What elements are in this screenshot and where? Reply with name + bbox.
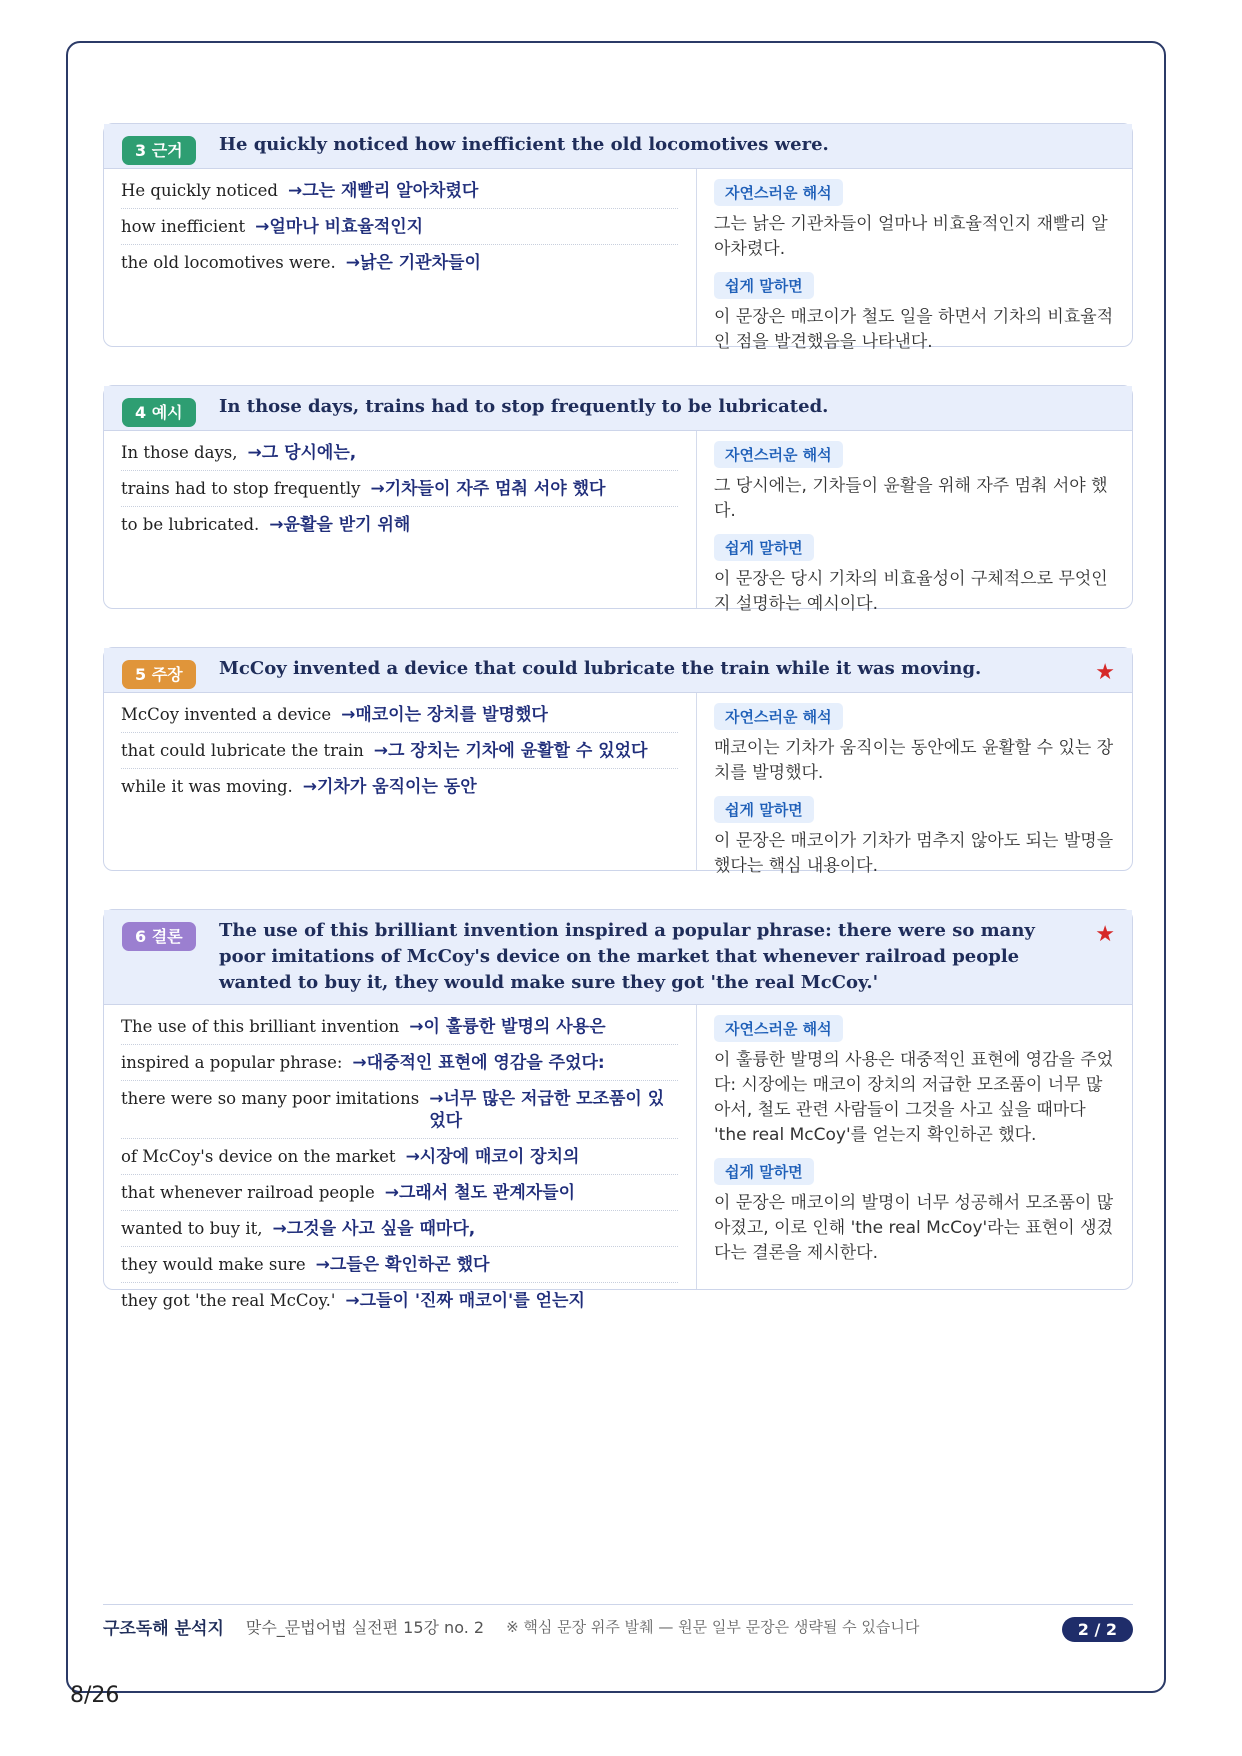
- phrase-list: [104, 431, 697, 608]
- star-icon: ★: [1095, 660, 1115, 685]
- phrase-list: [104, 169, 697, 346]
- phrase-row: [121, 1045, 678, 1081]
- korean-translation: →대중적인 표현에 영감을 주었다:: [352, 1053, 605, 1073]
- section-heading: In those days, trains had to stop frequently to be lubricated.: [219, 396, 829, 417]
- english-phrase: how inefficient: [121, 217, 246, 236]
- easy-label: 쉽게 말하면: [714, 534, 814, 561]
- korean-translation: →그 당시에는,: [247, 443, 357, 463]
- section-badge: 4 예시: [122, 398, 196, 427]
- korean-translation: →기차들이 자주 멈춰 서야 했다: [370, 479, 606, 499]
- easy-explanation: 이 문장은 매코이가 철도 일을 하면서 기차의 비효율적인 점을 발견했음을 나타낸다.: [714, 307, 1114, 352]
- interpretation-panel: [697, 1005, 1132, 1289]
- korean-translation: →그래서 철도 관계자들이: [384, 1183, 576, 1203]
- english-phrase: that could lubricate the train: [121, 741, 364, 760]
- korean-translation: →이 훌륭한 발명의 사용은: [409, 1017, 606, 1037]
- english-phrase: trains had to stop frequently: [121, 479, 361, 498]
- english-phrase: the old locomotives were.: [121, 253, 336, 272]
- phrase-row: [121, 1283, 678, 1318]
- phrase-row: [121, 697, 678, 733]
- phrase-row: [121, 1211, 678, 1247]
- korean-translation: →그들은 확인하곤 했다: [315, 1255, 490, 1275]
- interpretation-panel: [697, 169, 1132, 352]
- star-icon: ★: [1095, 922, 1115, 947]
- section-card: [103, 909, 1133, 1311]
- korean-translation: →낡은 기관차들이: [345, 253, 481, 273]
- interpretation-panel: [697, 431, 1132, 614]
- natural-translation: 그는 낡은 기관차들이 얼마나 비효율적인지 재빨리 알아차렸다.: [714, 214, 1108, 259]
- section-heading: McCoy invented a device that could lubricate the train while it was moving.: [219, 658, 982, 679]
- english-phrase: McCoy invented a device: [121, 705, 332, 724]
- easy-explanation: 이 문장은 매코이가 기차가 멈추지 않아도 되는 발명을 했다는 핵심 내용이다.: [714, 831, 1114, 876]
- english-phrase: they would make sure: [121, 1255, 306, 1274]
- section-header: [104, 124, 1132, 169]
- natural-label: 자연스러운 해석: [714, 179, 843, 206]
- korean-translation: →윤활을 받기 위해: [269, 515, 411, 535]
- phrase-row: [121, 769, 678, 804]
- korean-translation: →그는 재빨리 알아차렸다: [287, 181, 479, 201]
- english-phrase: In those days,: [121, 443, 238, 462]
- english-phrase: The use of this brilliant invention: [121, 1017, 400, 1036]
- english-phrase: to be lubricated.: [121, 515, 260, 534]
- easy-label: 쉽게 말하면: [714, 1158, 814, 1185]
- phrase-row: [121, 1081, 678, 1139]
- easy-explanation: 이 문장은 매코이의 발명이 너무 성공해서 모조품이 많아졌고, 이로 인해 'the real McCoy'라는 표현이 생겼다는 결론을 제시한다.: [714, 1193, 1114, 1263]
- korean-translation: →그것을 사고 싶을 때마다,: [272, 1219, 476, 1239]
- section-header: [104, 910, 1132, 1005]
- footer-brand: 구조독해 분석지: [103, 1619, 224, 1639]
- natural-label: 자연스러운 해석: [714, 703, 843, 730]
- section-badge: 5 주장: [122, 660, 196, 689]
- section-badge: 6 결론: [122, 922, 196, 951]
- korean-translation: →매코이는 장치를 발명했다: [341, 705, 548, 725]
- english-phrase: that whenever railroad people: [121, 1183, 375, 1202]
- phrase-row: [121, 245, 678, 280]
- phrase-row: [121, 435, 678, 471]
- easy-label: 쉽게 말하면: [714, 272, 814, 299]
- phrase-row: [121, 1175, 678, 1211]
- natural-translation: 매코이는 기차가 움직이는 동안에도 윤활할 수 있는 장치를 발명했다.: [714, 738, 1114, 783]
- phrase-row: [121, 733, 678, 769]
- korean-translation: →시장에 매코이 장치의: [405, 1147, 580, 1167]
- section-badge: 3 근거: [122, 136, 196, 165]
- easy-explanation: 이 문장은 당시 기차의 비효율성이 구체적으로 무엇인지 설명하는 예시이다.: [714, 569, 1108, 614]
- phrase-row: [121, 471, 678, 507]
- english-phrase: wanted to buy it,: [121, 1219, 263, 1238]
- phrase-list: [104, 693, 697, 870]
- korean-translation: →너무 많은 저급한 모조품이 있었다: [429, 1089, 665, 1131]
- english-phrase: while it was moving.: [121, 777, 293, 796]
- english-phrase: there were so many poor imitations: [121, 1089, 420, 1108]
- page-footer: [103, 1604, 1133, 1648]
- korean-translation: →그 장치는 기차에 윤활할 수 있었다: [373, 741, 648, 761]
- page-indicator: 2 / 2: [1062, 1617, 1133, 1642]
- section-heading: The use of this brilliant invention inspired a popular phrase: there were so many poor imitations of McCoy's device on the market that whenever railroad people wanted to buy it, they would make sure they got 'the real McCoy.': [219, 920, 1035, 993]
- footer-note: ※ 핵심 문장 위주 발췌 — 원문 일부 문장은 생략될 수 있습니다: [506, 1618, 920, 1636]
- interpretation-panel: [697, 693, 1132, 876]
- english-phrase: of McCoy's device on the market: [121, 1147, 396, 1166]
- section-card: [103, 647, 1133, 876]
- document-page-count: 8/26: [70, 1683, 120, 1708]
- natural-label: 자연스러운 해석: [714, 441, 843, 468]
- phrase-row: [121, 1247, 678, 1283]
- korean-translation: →그들이 '진짜 매코이'를 얻는지: [345, 1291, 585, 1311]
- section-header: [104, 386, 1132, 431]
- phrase-list: [104, 1005, 697, 1311]
- phrase-row: [121, 173, 678, 209]
- section-card: [103, 123, 1133, 352]
- natural-translation: 그 당시에는, 기차들이 윤활을 위해 자주 멈춰 서야 했다.: [714, 476, 1108, 521]
- easy-label: 쉽게 말하면: [714, 796, 814, 823]
- english-phrase: inspired a popular phrase:: [121, 1053, 343, 1072]
- phrase-row: [121, 1139, 678, 1175]
- natural-label: 자연스러운 해석: [714, 1015, 843, 1042]
- english-phrase: they got 'the real McCoy.': [121, 1291, 336, 1310]
- natural-translation: 이 훌륭한 발명의 사용은 대중적인 표현에 영감을 주었다: 시장에는 매코이 장치의 저급한 모조품이 너무 많아서, 철도 관련 사람들이 그것을 사고 싶을 때마다 'the real McCoy'를 얻는지 확인하곤 했다.: [714, 1050, 1114, 1145]
- section-card: [103, 385, 1133, 614]
- phrase-row: [121, 1009, 678, 1045]
- section-heading: He quickly noticed how inefficient the old locomotives were.: [219, 134, 829, 155]
- english-phrase: He quickly noticed: [121, 181, 278, 200]
- korean-translation: →기차가 움직이는 동안: [302, 777, 477, 797]
- section-header: [104, 648, 1132, 693]
- phrase-row: [121, 209, 678, 245]
- phrase-row: [121, 507, 678, 542]
- footer-subtitle: 맞수_문법어법 실전편 15강 no. 2: [245, 1618, 485, 1637]
- korean-translation: →얼마나 비효율적인지: [255, 217, 424, 237]
